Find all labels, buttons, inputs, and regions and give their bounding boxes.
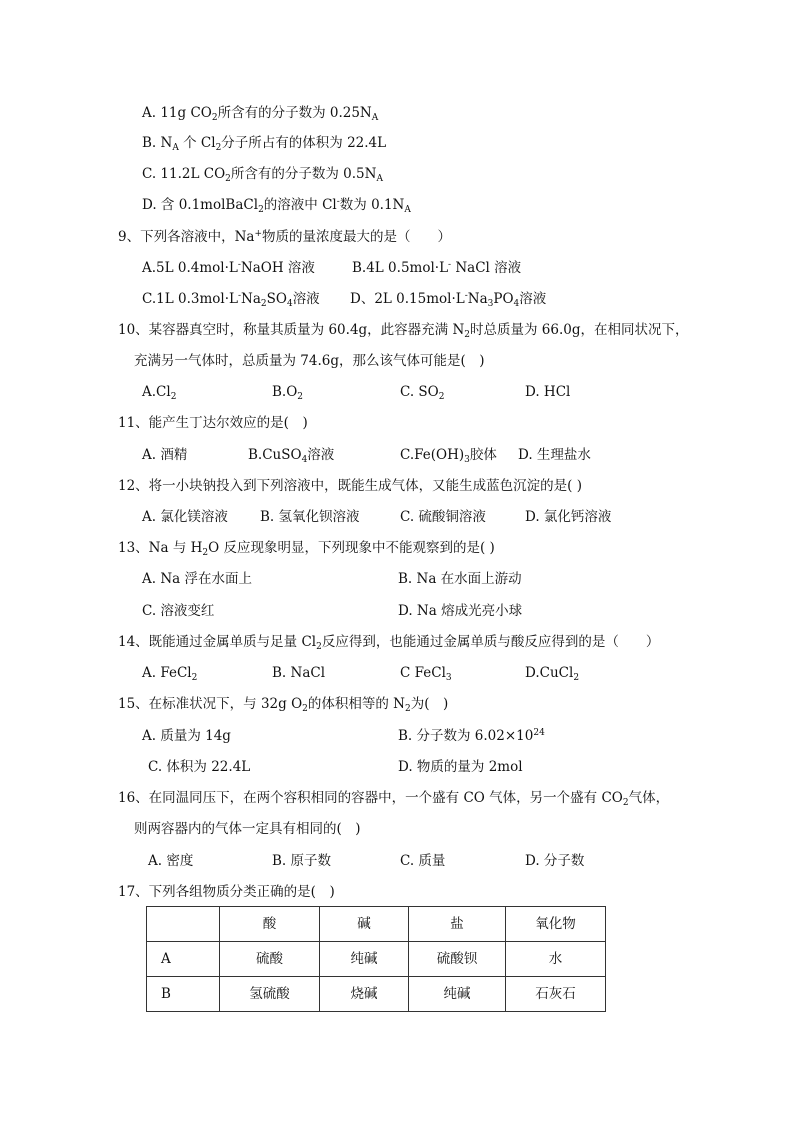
q17-stem: 17、下列各组物质分类正确的是( ) [118,884,335,900]
q12-option-c: C. 硫酸铜溶液 [400,509,486,525]
q14-option-b: B. NaCl [272,665,326,681]
q10-option-b: $B.O_2$ [272,384,304,402]
table-cell: 纯碱 [320,942,409,977]
q11-stem: 11、能产生丁达尔效应的是( ) [118,415,308,431]
table-header-cell: 酸 [220,907,320,942]
q14-stem: 14、既能通过金属单质与足量 $Cl_2$反应得到，也能通过金属单质与酸反应得到的是（ ） [118,634,660,652]
q10-stem-line2: 充满另一气体时，总质量为 74.6g，那么该气体可能是( ) [134,353,485,369]
classification-table [146,906,606,1012]
table-cell: 水 [506,942,606,977]
q13-stem: 13、Na 与 $H_2O$ 反应现象明显，下列现象中不能观察到的是( ) [118,540,495,558]
q10-stem-line1: 10、某容器真空时，称量其质量为 60.4g，此容器充满 $N_2$时总质量为 66.0g，在相同状况下， [118,322,689,340]
table-header-cell: 盐 [409,907,506,942]
q9-option-a: A.5L 0.4mol·L-NaOH 溶液 [142,260,315,276]
q13-option-d: D. Na 熔成光亮小球 [398,603,523,619]
table-cell: 氢硫酸 [220,977,320,1012]
q11-option-d: D. 生理盐水 [518,447,591,463]
q10-option-d: D. HCl [525,384,571,400]
table-header-cell: 碱 [320,907,409,942]
q16-option-b: B. 原子数 [272,853,332,869]
q12-stem: 12、将一小块钠投入到下列溶液中，既能生成气体，又能生成蓝色沉淀的是( ) [118,478,583,494]
q9-option-d: D、2L $0.15mol\cdot L^-Na_3PO_4$溶液 [350,291,547,309]
q9-stem: 9、下列各溶液中，Na+物质的量浓度最大的是（ ） [118,229,451,245]
q13-option-c: C. 溶液变红 [142,603,215,619]
table-row [147,977,606,1012]
q12-option-a: A. 氯化镁溶液 [142,509,228,525]
table-cell: 硫酸 [220,942,320,977]
q14-option-a: A. FeCl$_2$ [142,665,198,683]
q16-stem-line2: 则两容器内的气体一定具有相同的( ) [134,821,361,837]
q12-option-b: B. 氢氧化钡溶液 [260,509,360,525]
q15-stem: 15、在标准状况下，与 32g $O_2$的体积相等的 $N_2$为( ) [118,696,449,714]
table-cell: 石灰石 [506,977,606,1012]
q16-option-a: A. 密度 [148,853,194,869]
q8-option-d: D. 含 0.1molBaCl$_2$的溶液中 Cl-数为 $0.1N_A$ [142,197,411,215]
q16-option-c: C. 质量 [400,853,446,869]
q16-stem-line1: 16、在同温同压下，在两个容积相同的容器中，一个盛有 CO 气体，另一个盛有 $CO_2$气体， [118,790,670,808]
q10-option-c: C. $SO_2$ [400,384,445,402]
q13-option-a: A. Na 浮在水面上 [142,571,252,587]
q8-option-b: B. $N_A$ 个 $Cl_2$分子所占有的体积为 22.4L [142,135,387,153]
q15-option-d: D. 物质的量为 2mol [398,759,523,775]
q10-option-a: $A.Cl_2$ [142,384,177,402]
table-header-cell [147,907,220,942]
q15-option-a: A. 质量为 14g [142,728,231,744]
q9-option-b: B.4L 0.5mol·L- NaCl 溶液 [352,260,522,276]
q11-option-b: B.CuSO$_4$溶液 [248,447,335,465]
q12-option-d: D. 氯化钙溶液 [525,509,612,525]
table-cell: 纯碱 [409,977,506,1012]
table-cell: 硫酸钡 [409,942,506,977]
table-header-cell: 氧化物 [506,907,606,942]
table-cell: 烧碱 [320,977,409,1012]
table-cell: A [147,942,220,977]
table-row [147,942,606,977]
q8-option-c: C. 11.2L $CO_2$所含有的分子数为 $0.5N_A$ [142,166,383,184]
q8-option-a: A. 11g $CO_2$所含有的分子数为 $0.25N_A$ [142,105,379,123]
table-header-row [147,907,606,942]
q11-option-c: $C.Fe(OH)_3$胶体 [400,447,497,465]
table-cell: B [147,977,220,1012]
q14-option-c: C FeCl$_3$ [400,665,452,683]
q16-option-d: D. 分子数 [525,853,585,869]
q15-option-c: C. 体积为 22.4L [148,759,251,775]
q9-option-c: C.1L $0.3mol\cdot L^-Na_2SO_4$溶液 [142,291,320,309]
q11-option-a: A. 酒精 [142,447,188,463]
q15-option-b: B. 分子数为 $6.02\times 10^{24}$ [398,728,545,744]
q13-option-b: B. Na 在水面上游动 [398,571,522,587]
q14-option-d: D.CuCl$_2$ [525,665,580,683]
